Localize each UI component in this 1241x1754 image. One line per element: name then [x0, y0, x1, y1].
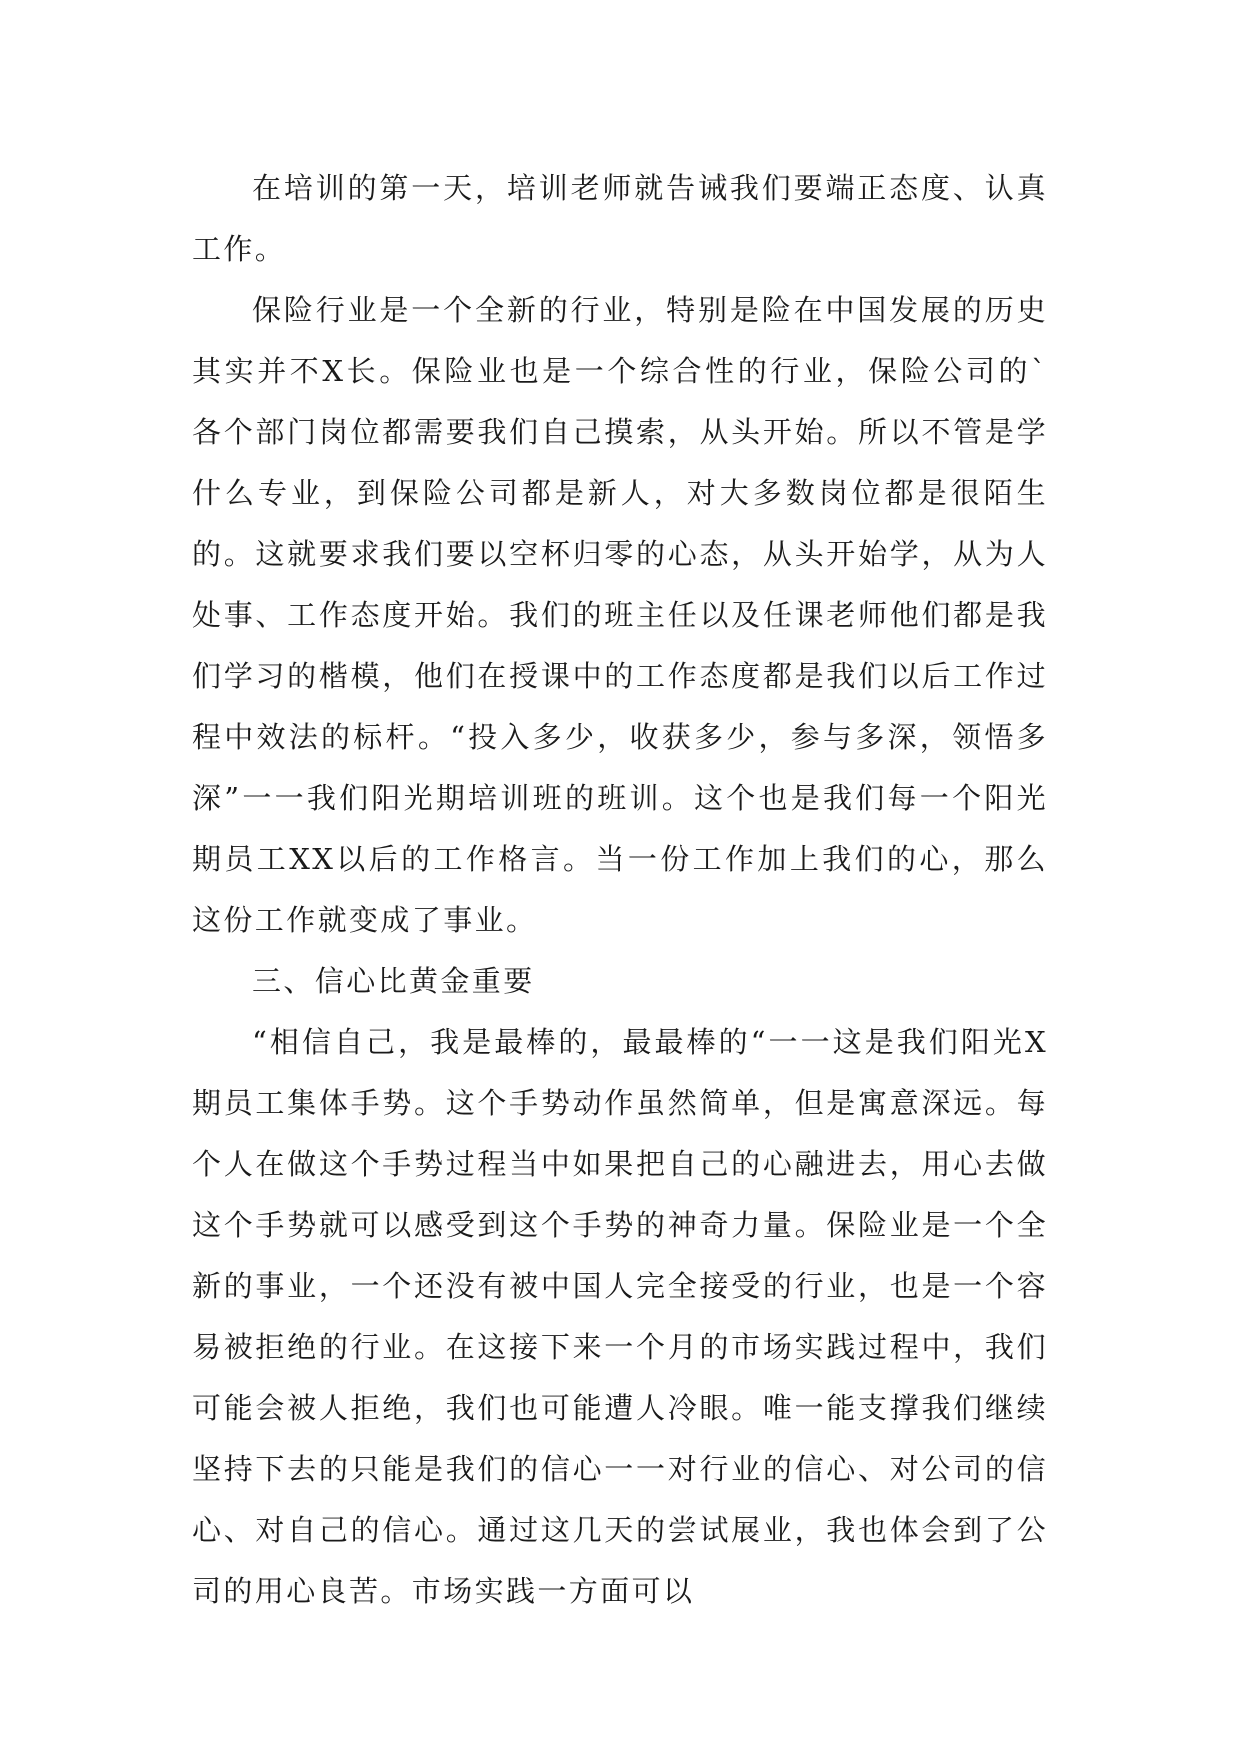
paragraph-insurance-industry: 保险行业是一个全新的行业，特别是险在中国发展的历史其实并不X长。保险业也是一个综合性的行业，保险公司的`各个部门岗位都需要我们自己摸索，从头开始。所以不管是学什么专业，到保险公司都是新人，对大多数岗位都是很陌生的。这就要求我们要以空杯归零的心态，从头开始学，从为人处事、工作态度开始。我们的班主任以及任课老师他们都是我们学习的楷模，他们在授课中的工作态度都是我们以后工作过程中效法的标杆。“投入多少，收获多少，参与多深，领悟多深”一一我们阳光期培训班的班训。这个也是我们每一个阳光期员工XX以后的工作格言。当一份工作加上我们的心，那么这份工作就变成了事业。 [192, 293, 1048, 937]
paragraph-training-first-day: 在培训的第一天，培训老师就告诫我们要端正态度、认真工作。 [192, 171, 1048, 266]
section-heading-confidence: 三、信心比黄金重要 [252, 964, 535, 998]
paragraph-believe-yourself: “相信自己，我是最棒的，最最棒的“一一这是我们阳光X期员工集体手势。这个手势动作虽然简单，但是寓意深远。每个人在做这个手势过程当中如果把自己的心融进去，用心去做这个手势就可以感受到这个手势的神奇力量。保险业是一个全新的事业，一个还没有被中国人完全接受的行业，也是一个容易被拒绝的行业。在这接下来一个月的市场实践过程中，我们可能会被人拒绝，我们也可能遭人冷眼。唯一能支撑我们继续坚持下去的只能是我们的信心一一对行业的信心、对公司的信心、对自己的信心。通过这几天的尝试展业，我也体会到了公司的用心良苦。市场实践一方面可以 [192, 1025, 1048, 1608]
document-body [192, 158, 1048, 1622]
